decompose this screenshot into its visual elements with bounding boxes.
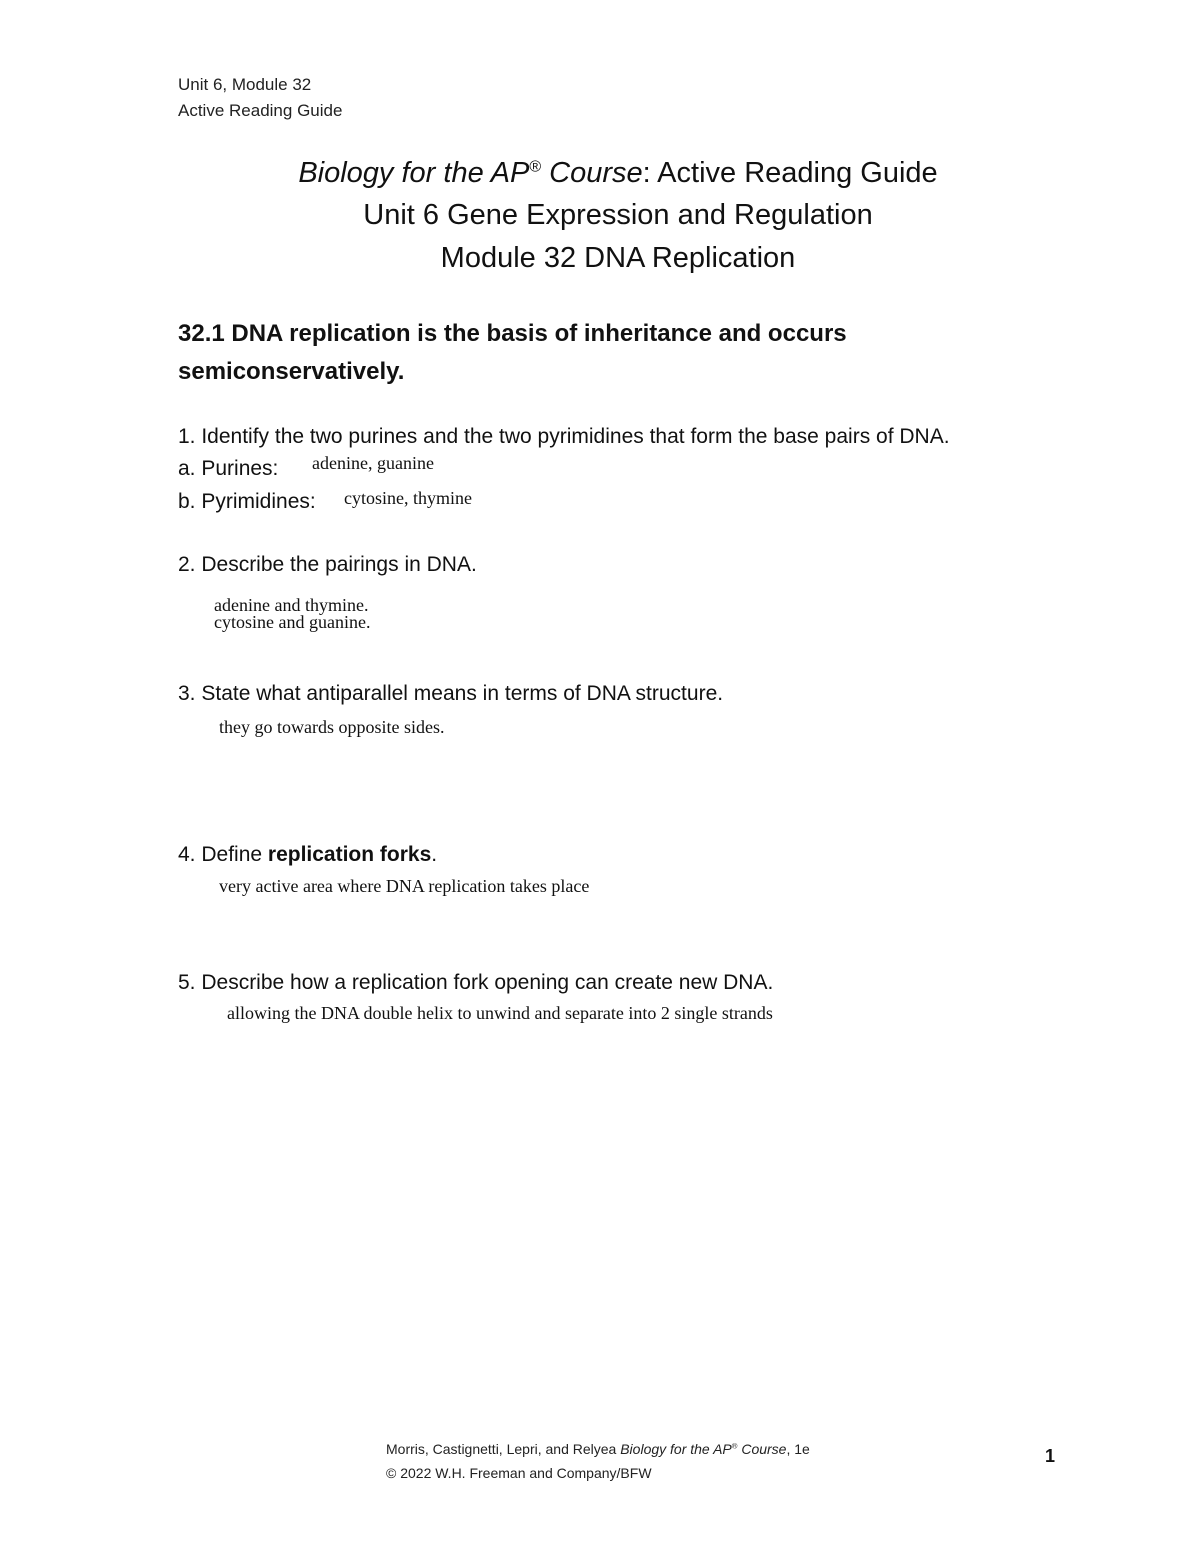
answer-5: allowing the DNA double helix to unwind and separate into 2 single strands [227, 1003, 773, 1023]
question-5: 5. Describe how a replication fork opening can create new DNA. [178, 971, 774, 994]
question-4-suffix: . [431, 843, 438, 866]
header-unit-module: Unit 6, Module 32 [178, 75, 312, 94]
question-3: 3. State what antiparallel means in terms of DNA structure. [178, 682, 724, 705]
title-module: Module 32 DNA Replication [440, 242, 796, 274]
footer-registered-mark: ® [731, 1441, 738, 1451]
answer-4: very active area where DNA replication takes place [219, 876, 590, 896]
footer-copyright: © 2022 W.H. Freeman and Company/BFW [386, 1465, 652, 1481]
question-4-term: replication forks [267, 843, 432, 866]
answer-2-line1: adenine and thymine. [214, 595, 369, 615]
question-1b-label: b. Pyrimidines: [178, 490, 316, 513]
footer-edition: , 1e [786, 1441, 810, 1457]
question-1a-label: a. Purines: [178, 457, 279, 480]
title-book-name-2: Course [541, 157, 643, 189]
question-4 [178, 843, 437, 867]
footer-citation [386, 1441, 810, 1457]
question-4-prefix: 4. Define [178, 843, 268, 866]
footer-book-name-2: Course [737, 1441, 787, 1457]
answer-2-line2: cytosine and guanine. [214, 612, 371, 632]
answer-1a: adenine, guanine [312, 453, 434, 473]
section-heading-line2: semiconservatively. [178, 358, 405, 385]
question-1: 1. Identify the two purines and the two pyrimidines that form the base pairs of DNA. [178, 425, 950, 448]
title-registered-mark: ® [529, 158, 542, 176]
question-2: 2. Describe the pairings in DNA. [178, 553, 477, 576]
answer-1b: cytosine, thymine [344, 488, 472, 508]
footer-authors: Morris, Castignetti, Lepri, and Relyea [386, 1441, 621, 1457]
title-book-name: Biology for the AP [298, 157, 530, 189]
header-guide-label: Active Reading Guide [178, 101, 343, 120]
title-rest: : Active Reading Guide [642, 157, 938, 189]
page-title [0, 157, 1200, 190]
section-heading-line1: 32.1 DNA replication is the basis of inheritance and occurs [178, 320, 847, 347]
answer-3: they go towards opposite sides. [219, 717, 445, 737]
footer-book-name: Biology for the AP [620, 1441, 732, 1457]
page-number: 1 [1045, 1446, 1056, 1466]
title-unit: Unit 6 Gene Expression and Regulation [363, 199, 873, 231]
